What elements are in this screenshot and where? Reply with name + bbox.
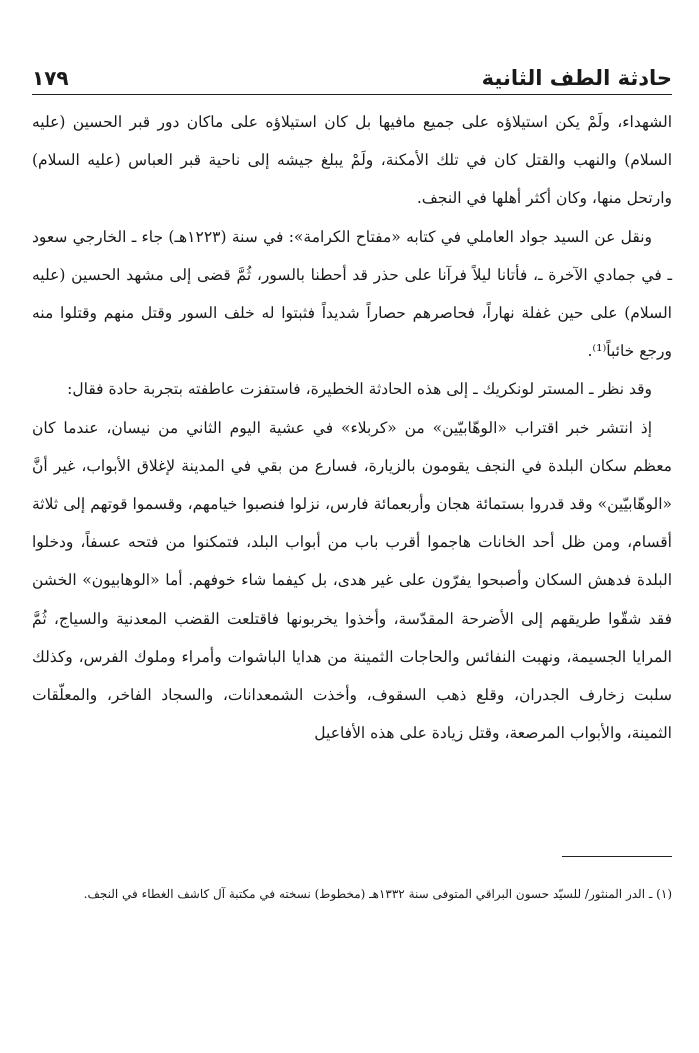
body-text — [32, 103, 672, 752]
paragraph: ونقل عن السيد جواد العاملي في كتابه «مفتاح الكرامة»: في سنة (١٢٢٣هـ) جاء ـ الخارجي سعود ـ في جمادي الآخرة ـ، فأتانا ليلاً فرآنا على حذر قد أحطنا بالسور، ثُمَّ قضى إلى مشهد الحسين (عليه السلام) على حين غفلة نهاراً، فحاصرهم حصاراً شديداً فثبتوا له خلف السور وقتل منهم وقتلوا منه ورجع خائباً⁽¹⁾. — [32, 227, 672, 361]
header-rule — [32, 94, 672, 95]
footnote: (١) ـ الدر المنثور/ للسيّد حسون البراقي المتوفى سنة ١٣٣٢هـ (مخطوط) نسخته في مكتبة آل كاشف الغطاء في النجف. — [83, 887, 672, 901]
page-number: ١٧٩ — [32, 66, 69, 90]
paragraph: وقد نظر ـ المستر لونكريك ـ إلى هذه الحادثة الخطيرة، فاستفزت عاطفته بتجربة حادة فقال: — [67, 380, 652, 399]
book-page — [32, 46, 672, 901]
page-header — [32, 46, 672, 90]
running-title: حادثة الطف الثانية — [481, 66, 672, 90]
paragraph: الشهداء، ولَمْ يكن استيلاؤه على جميع مافيها بل كان استيلاؤه على ماكان دور قبر الحسين (عليه السلام) والنهب والقتل كان في تلك الأمكنة، ولَمْ يبلغ جيشه إلى ناحية قبر العباس (عليه السلام) وارتحل منها، وكان أكثر أهلها في النجف. — [32, 113, 672, 208]
footnote-separator — [562, 856, 672, 857]
quoted-paragraph: إذ انتشر خبر اقتراب «الوهّابيّين» من «كربلاء» في عشية اليوم الثاني من نيسان، عندما كان معظم سكان البلدة في النجف يقومون بالزيارة، فسارع من بقي في المدينة لإغلاق الأبواب، غير أنَّ «الوهّابيّين» وقد قدروا بستمائة هجان وأربعمائة فارس، نزلوا فنصبوا خيامهم، وقسموا قوتهم إلى ثلاثة أقسام، ومن ظل أحد الخانات هاجموا أقرب باب من أبواب البلد، فتمكنوا من فتحه عسفاً، ودخلوا البلدة فدهش السكان وأصبحوا يفرّون على غير هدى، بل كيفما شاء خوفهم. أما «الوهابيون» الخشن فقد شقّوا طريقهم إلى الأضرحة المقدّسة، وأخذوا يخربونها فاقتلعت القضب المعدنية والسياج، ثُمَّ المرايا الجسيمة، ونهبت النفائس والحاجات الثمينة من هدايا الباشوات وأمراء وملوك الفرس، وكذلك سلبت زخارف الجدران، وقلع ذهب السقوف، وأخذت الشمعدانات، والسجاد الفاخر، والمعلّقات الثمينة، والأبواب المرصعة، وقتل زيادة على هذه الأفاعيل — [32, 418, 672, 743]
